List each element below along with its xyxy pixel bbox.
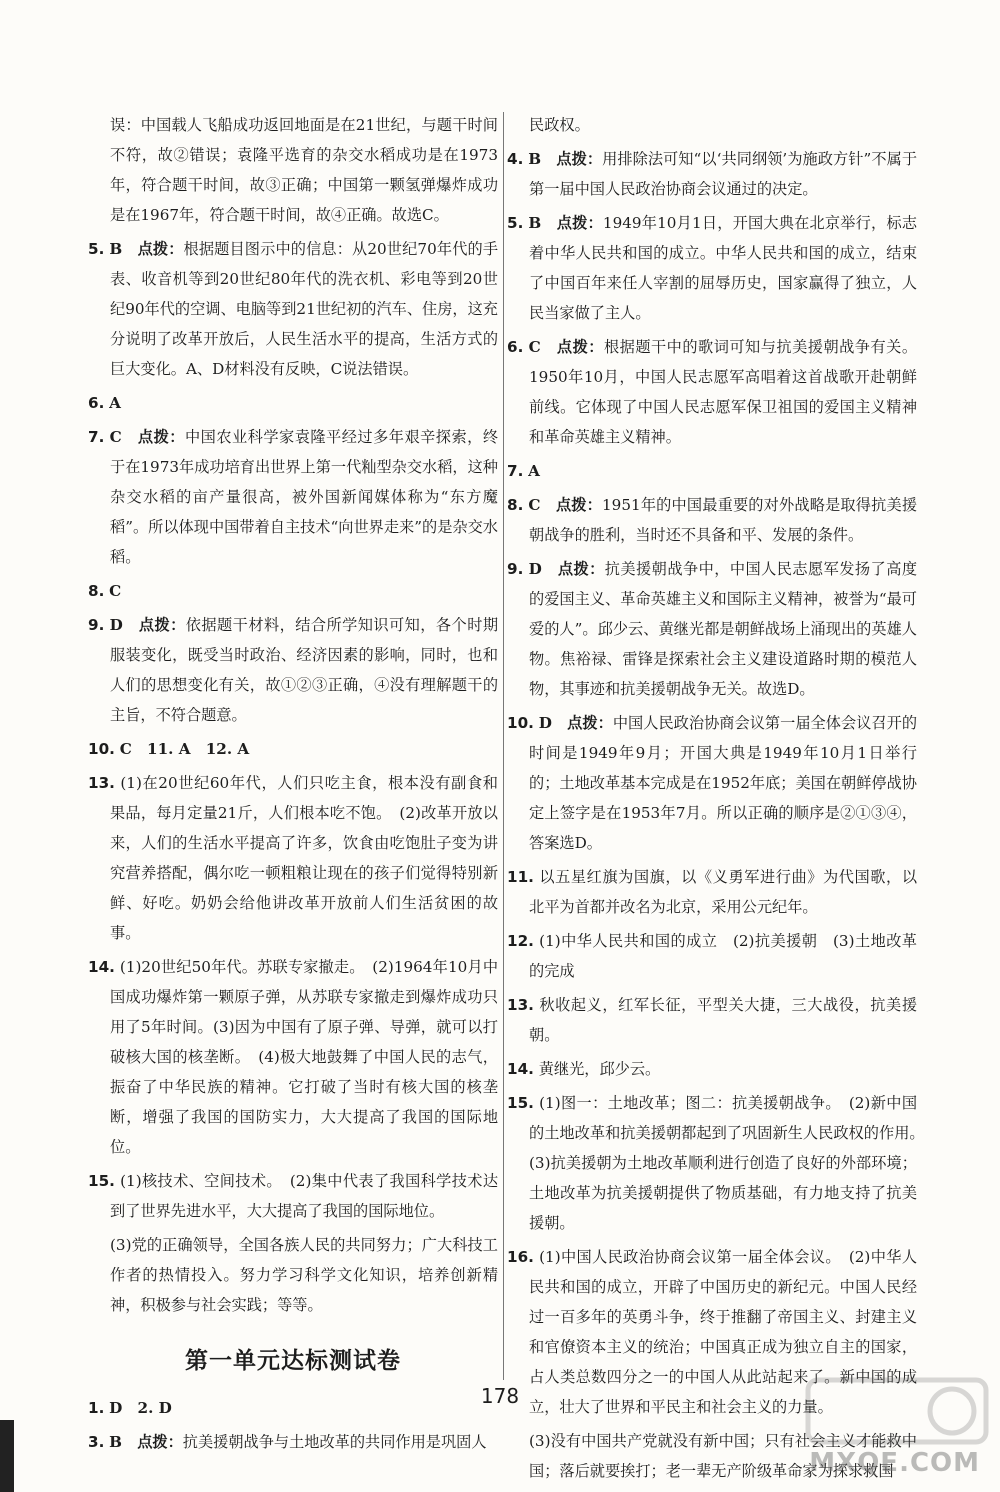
answer-item	[88, 610, 498, 730]
answer-text: (3)没有中国共产党就没有新中国；只有社会主义才能救中国；落后就要挨打；老一辈无产阶级革命家为探求救国	[529, 1432, 917, 1480]
item-number: 13.	[507, 996, 534, 1014]
answer-item	[507, 990, 917, 1050]
answer-key: C 点拨：	[528, 496, 603, 514]
answer-item	[88, 110, 498, 230]
answer-key: B 点拨：	[528, 150, 603, 168]
answer-text: 抗美援朝战争中，中国人民志愿军发扬了高度的爱国主义、革命英雄主义和国际主义精神，被誉为“最可爱的人”。邱少云、黄继光都是朝鲜战场上涌现出的英雄人物。焦裕禄、雷锋是探索社会主义建设道路时期的模范人物，其事迹和抗美援朝战争无关。故选D。	[529, 560, 918, 698]
answer-text: (1)在20世纪60年代，人们只吃主食，根本没有副食和果品，每月定量21斤，人们根本吃不饱。 (2)改革开放以来，人们的生活水平提高了许多，饮食由吃饱肚子变为讲究营养搭配，偶尔吃一顿粗粮让现在的孩子们觉得特别新鲜、好吃。奶奶会给他讲改革开放前人们生活贫困的故事。	[110, 774, 498, 942]
answer-item	[507, 1054, 917, 1084]
item-number: 9.	[507, 560, 524, 578]
item-number: 6.	[88, 394, 105, 412]
page-number: 178	[480, 1384, 520, 1408]
column-divider	[503, 112, 504, 1380]
answer-item	[88, 234, 498, 384]
answer-text: 黄继光，邱少云。	[538, 1060, 661, 1078]
answer-key: D 点拨：	[538, 714, 613, 732]
answer-item	[507, 208, 917, 328]
item-number: 10.	[88, 740, 115, 758]
answer-text: 误：中国载人飞船成功返回地面是在21世纪，与题干时间不符，故②错误；袁隆平选育的杂交水稻成功是在1973年，符合题干时间，故③正确；中国第一颗氢弹爆炸成功是在1967年，符合题干时间，故④正确。故选C。	[110, 116, 498, 224]
answer-text: 1951年的中国最重要的对外战略是取得抗美援朝战争的胜利，当时还不具备和平、发展的条件。	[529, 496, 918, 544]
answer-item	[507, 926, 917, 986]
scan-edge	[0, 1420, 14, 1492]
answer-item	[88, 1427, 498, 1457]
answer-text: (1)图一：土地改革；图二：抗美援朝战争。 (2)新中国的土地改革和抗美援朝都起到了巩固新生人民政权的作用。 (3)抗美援朝为土地改革顺利进行创造了良好的外部环境；土地改革为抗美援朝提供了物质基础，有力地支持了抗美援朝。	[529, 1094, 933, 1232]
answer-item	[507, 708, 917, 858]
answer-key: C 11. A 12. A	[119, 740, 250, 758]
answer-text: 根据题目图示中的信息：从20世纪70年代的手表、收音机等到20世纪80年代的洗衣机、彩电等到20世纪90年代的空调、电脑等到21世纪初的汽车、住房，这充分说明了改革开放后，人民生活水平的提高，生活方式的巨大变化。A、D材料没有反映，C说法错误。	[110, 240, 499, 378]
answer-text: 中国农业科学家袁隆平经过多年艰辛探索，终于在1973年成功培育出世界上第一代籼型杂交水稻，这种杂交水稻的亩产量很高，被外国新闻媒体称为“东方魔稻”。所以体现中国带着自主技术“向世界走来”的是杂交水稻。	[110, 428, 499, 566]
answer-key: D 2. D	[109, 1399, 172, 1417]
answer-text: 1949年10月1日，开国大典在北京举行，标志着中华人民共和国的成立。中华人民共和国的成立，结束了中国百年来任人宰割的屈辱历史，国家赢得了独立，人民当家做了主人。	[529, 214, 918, 322]
answer-text: 秋收起义，红军长征，平型关大捷，三大战役，抗美援朝。	[529, 996, 918, 1044]
answer-item	[507, 144, 917, 204]
item-number: 13.	[88, 774, 115, 792]
item-number: 3.	[88, 1433, 105, 1451]
answer-key: D 点拨：	[109, 616, 186, 634]
item-number: 7.	[507, 462, 524, 480]
answer-item	[507, 490, 917, 550]
item-number: 4.	[507, 150, 524, 168]
answer-key: B 点拨：	[109, 1433, 183, 1451]
answer-text: 用排除法可知“以‘共同纲领’为施政方针”不属于第一届中国人民政治协商会议通过的决定。	[529, 150, 918, 198]
answer-text: (1)中国人民政治协商会议第一届全体会议。 (2)中华人民共和国的成立，开辟了中国历史的新纪元。中国人民经过一百多年的英勇斗争，终于推翻了帝国主义、封建主义和官僚资本主义的统治；中国真正成为独立自主的国家，占人类总数四分之一的中国人从此站起来了。新中国的成立，壮大了世界和平民主和社会主义的力量。	[529, 1248, 918, 1416]
answer-text: 依据题干材料，结合所学知识可知，各个时期服装变化，既受当时政治、经济因素的影响，同时，也和人们的思想变化有关，故①②③正确，④没有理解题干的主旨，不符合题意。	[110, 616, 499, 724]
item-number: 15.	[88, 1172, 115, 1190]
answer-key: C 点拨：	[109, 428, 185, 446]
section-heading: 第一单元达标测试卷	[185, 1348, 401, 1374]
item-number: 9.	[88, 616, 105, 634]
answer-item	[88, 952, 498, 1162]
item-number: 14.	[507, 1060, 534, 1078]
answer-key: A	[109, 394, 121, 412]
item-number: 16.	[507, 1248, 534, 1266]
answer-item	[88, 388, 498, 418]
answer-item	[507, 110, 917, 140]
answer-text: (1)中华人民共和国的成立 (2)抗美援朝 (3)土地改革的完成	[529, 932, 917, 980]
watermark-text: MXQE.COM	[809, 1448, 980, 1478]
answer-text: (3)党的正确领导，全国各族人民的共同努力；广大科技工作者的热情投入。努力学习科学文化知识，培养创新精神，积极参与社会实践；等等。	[110, 1236, 498, 1314]
item-number: 15.	[507, 1094, 534, 1112]
item-number: 12.	[507, 932, 534, 950]
right-column	[507, 110, 933, 1490]
item-number: 14.	[88, 958, 115, 976]
answer-key: A	[528, 462, 540, 480]
answer-text: 以五星红旗为国旗，以《义勇军进行曲》为代国歌，以北平为首都并改名为北京，采用公元纪年。	[529, 868, 918, 916]
answer-key: C 点拨：	[528, 338, 604, 356]
answer-text: (1)核技术、空间技术。 (2)集中代表了我国科学技术达到了世界先进水平，大大提高了我国的国际地位。	[110, 1172, 499, 1220]
answer-key: B 点拨：	[109, 240, 184, 258]
answer-item	[88, 734, 498, 764]
answer-text: 民政权。	[529, 116, 590, 134]
answer-text: 中国人民政治协商会议第一届全体会议召开的时间是1949年9月；开国大典是1949年10月1日举行的；土地改革基本完成是在1952年底；美国在朝鲜停战协定上签字是在1953年7月。所以正确的顺序是②①③④，答案选D。	[529, 714, 918, 852]
answer-text: 抗美援朝战争与土地改革的共同作用是巩固人	[182, 1433, 487, 1451]
item-number: 10.	[507, 714, 534, 732]
answer-item	[507, 862, 917, 922]
answer-item	[507, 1088, 933, 1238]
item-number: 8.	[507, 496, 524, 514]
item-number: 11.	[507, 868, 534, 886]
answer-item	[88, 1166, 498, 1226]
item-number: 1.	[88, 1399, 105, 1417]
answer-item	[507, 554, 917, 704]
item-number: 5.	[507, 214, 524, 232]
answer-text: (1)20世纪50年代。苏联专家撤走。 (2)1964年10月中国成功爆炸第一颗原子弹，从苏联专家撤走到爆炸成功只用了5年时间。(3)因为中国有了原子弹、导弹，就可以打破核大国的核垄断。 (4)极大地鼓舞了中国人民的志气，振奋了中华民族的精神。它打破了当时有核大国的核垄断，增强了我国的国防实力，大大提高了我国的国际地位。	[110, 958, 499, 1156]
answer-key: D 点拨：	[528, 560, 605, 578]
item-number: 6.	[507, 338, 524, 356]
answer-item	[507, 456, 917, 486]
answer-item	[88, 768, 498, 948]
answer-item	[88, 422, 498, 572]
answer-item	[507, 332, 917, 452]
answer-text: 根据题干中的歌词可知与抗美援朝战争有关。1950年10月，中国人民志愿军高唱着这首战歌开赴朝鲜前线。它体现了中国人民志愿军保卫祖国的爱国主义精神和革命英雄主义精神。	[529, 338, 918, 446]
answer-item	[88, 576, 498, 606]
item-number: 8.	[88, 582, 105, 600]
item-number: 5.	[88, 240, 105, 258]
item-number: 7.	[88, 428, 105, 446]
answer-key: B 点拨：	[528, 214, 603, 232]
left-column	[88, 110, 498, 1461]
answer-item	[88, 1230, 498, 1320]
answer-key: C	[109, 582, 122, 600]
